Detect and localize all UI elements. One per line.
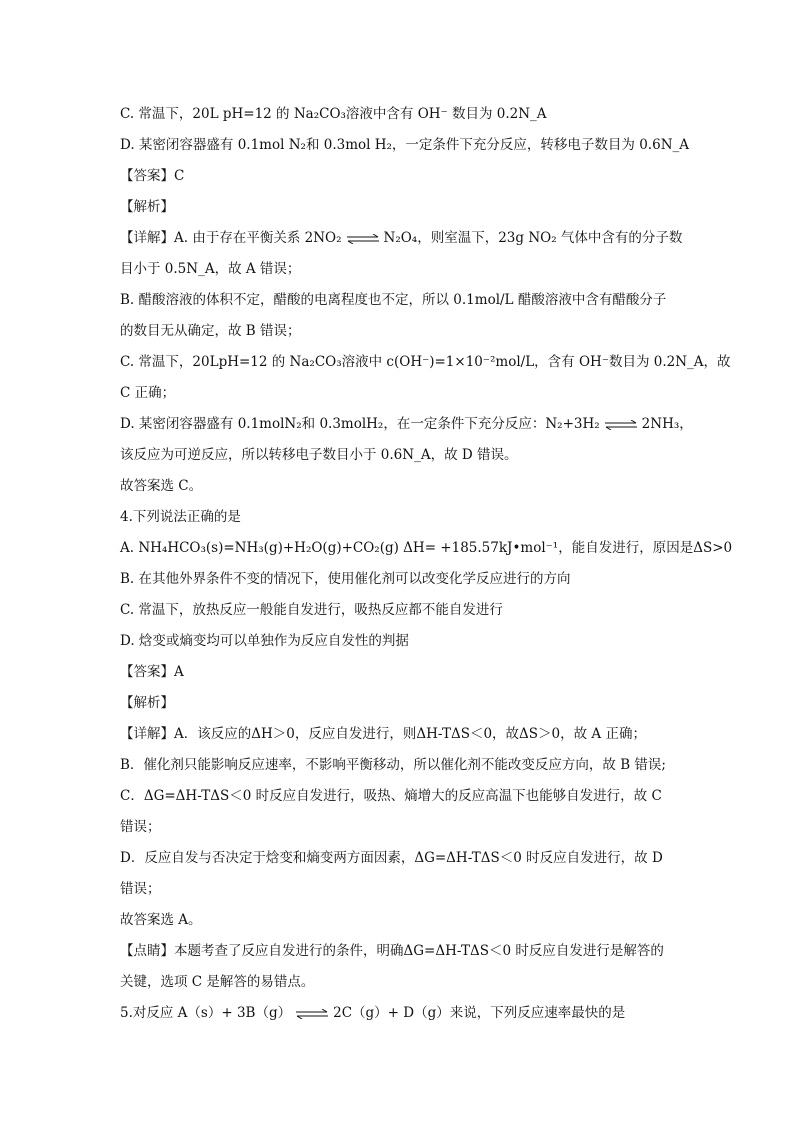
q3-detail-a-line1 (120, 229, 683, 247)
q3-conclusion: 故答案选 C。 (120, 478, 203, 494)
equilibrium-arrow-icon (295, 1009, 329, 1019)
q3-detail-d-line1 (120, 415, 693, 433)
q3-detail-d-post: 2NH₃， (641, 416, 693, 432)
q4-option-b: B. 在其他外界条件不变的情况下，使用催化剂可以改变化学反应进行的方向 (120, 571, 571, 587)
q4-comment-line1: 【点睛】本题考查了反应自发进行的条件，明确ΔG=ΔH-TΔS＜0 时反应自发进行是解答的 (120, 943, 664, 959)
q3-detail-c-line2: C 正确； (120, 385, 176, 401)
q5-stem-post: 2C（g）+ D（g）来说，下列反应速率最快的是 (333, 1005, 626, 1021)
q4-answer: 【答案】A (120, 664, 184, 680)
q3-answer: 【答案】C (120, 168, 185, 184)
q4-option-c: C. 常温下，放热反应一般能自发进行，吸热反应都不能自发进行 (120, 602, 503, 618)
q4-stem: 4.下列说法正确的是 (120, 509, 241, 525)
q5-stem (120, 1004, 680, 1022)
q3-detail-a-pre: 【详解】A. 由于存在平衡关系 2NO₂ (120, 230, 342, 246)
q3-option-d: D. 某密闭容器盛有 0.1mol N₂和 0.3mol H₂，一定条件下充分反应，转移电子数目为 0.6N_A (120, 137, 690, 153)
q3-option-c: C. 常温下，20L pH=12 的 Na₂CO₃溶液中含有 OH⁻ 数目为 0.2N_A (120, 106, 547, 122)
q3-analysis-heading: 【解析】 (120, 199, 174, 215)
q4-detail-a: 【详解】A．该反应的ΔH＞0，反应自发进行，则ΔH-TΔS＜0，故ΔS＞0，故 A 正确； (120, 726, 646, 742)
q5-stem-pre: 5.对反应 A（s）+ 3B（g） (120, 1005, 292, 1021)
q3-detail-d-line2: 该反应为可逆反应，所以转移电子数目小于 0.6N_A，故 D 错误。 (120, 447, 518, 463)
equilibrium-arrow-icon (604, 420, 638, 430)
q4-detail-d-line1: D．反应自发与否决定于焓变和熵变两方面因素，ΔG=ΔH-TΔS＜0 时反应自发进行，故 D (120, 850, 663, 866)
q4-option-d: D. 焓变或熵变均可以单独作为反应自发性的判据 (120, 633, 409, 649)
q3-detail-b-line1: B. 醋酸溶液的体积不定，醋酸的电离程度也不定，所以 0.1mol/L 醋酸溶液中含有醋酸分子 (120, 292, 667, 308)
q4-conclusion: 故答案选 A。 (120, 912, 202, 928)
q4-detail-b: B．催化剂只能影响反应速率，不影响平衡移动，所以催化剂不能改变反应方向，故 B 错误; (120, 757, 666, 773)
q3-detail-b-line2: 的数目无从确定，故 B 错误； (120, 323, 301, 339)
q4-detail-d-line2: 错误； (120, 881, 161, 897)
q3-detail-a-line2: 目小于 0.5N_A，故 A 错误； (120, 261, 301, 277)
q3-detail-c-line1: C. 常温下，20LpH=12 的 Na₂CO₃溶液中 c(OH⁻)=1×10⁻²mol/L，含有 OH⁻数目为 0.2N_A，故 (120, 354, 731, 370)
equilibrium-arrow-icon (346, 234, 380, 244)
q4-detail-c-line1: C．ΔG=ΔH-TΔS＜0 时反应自发进行，吸热、熵增大的反应高温下也能够自发进行，故 C (120, 788, 662, 804)
q4-analysis-heading: 【解析】 (120, 695, 174, 711)
q4-comment-line2: 关键，选项 C 是解答的易错点。 (120, 974, 315, 990)
q3-detail-a-post: N₂O₄，则室温下，23g NO₂ 气体中含有的分子数 (383, 230, 683, 246)
q3-detail-d-pre: D. 某密闭容器盛有 0.1molN₂和 0.3molH₂，在一定条件下充分反应：N₂+3H₂ (120, 416, 600, 432)
q4-detail-c-line2: 错误； (120, 819, 161, 835)
q4-option-a: A. NH₄HCO₃(s)=NH₃(g)+H₂O(g)+CO₂(g) ΔH= +185.57kJ•mol⁻¹，能自发进行，原因是ΔS>0 (120, 540, 733, 556)
